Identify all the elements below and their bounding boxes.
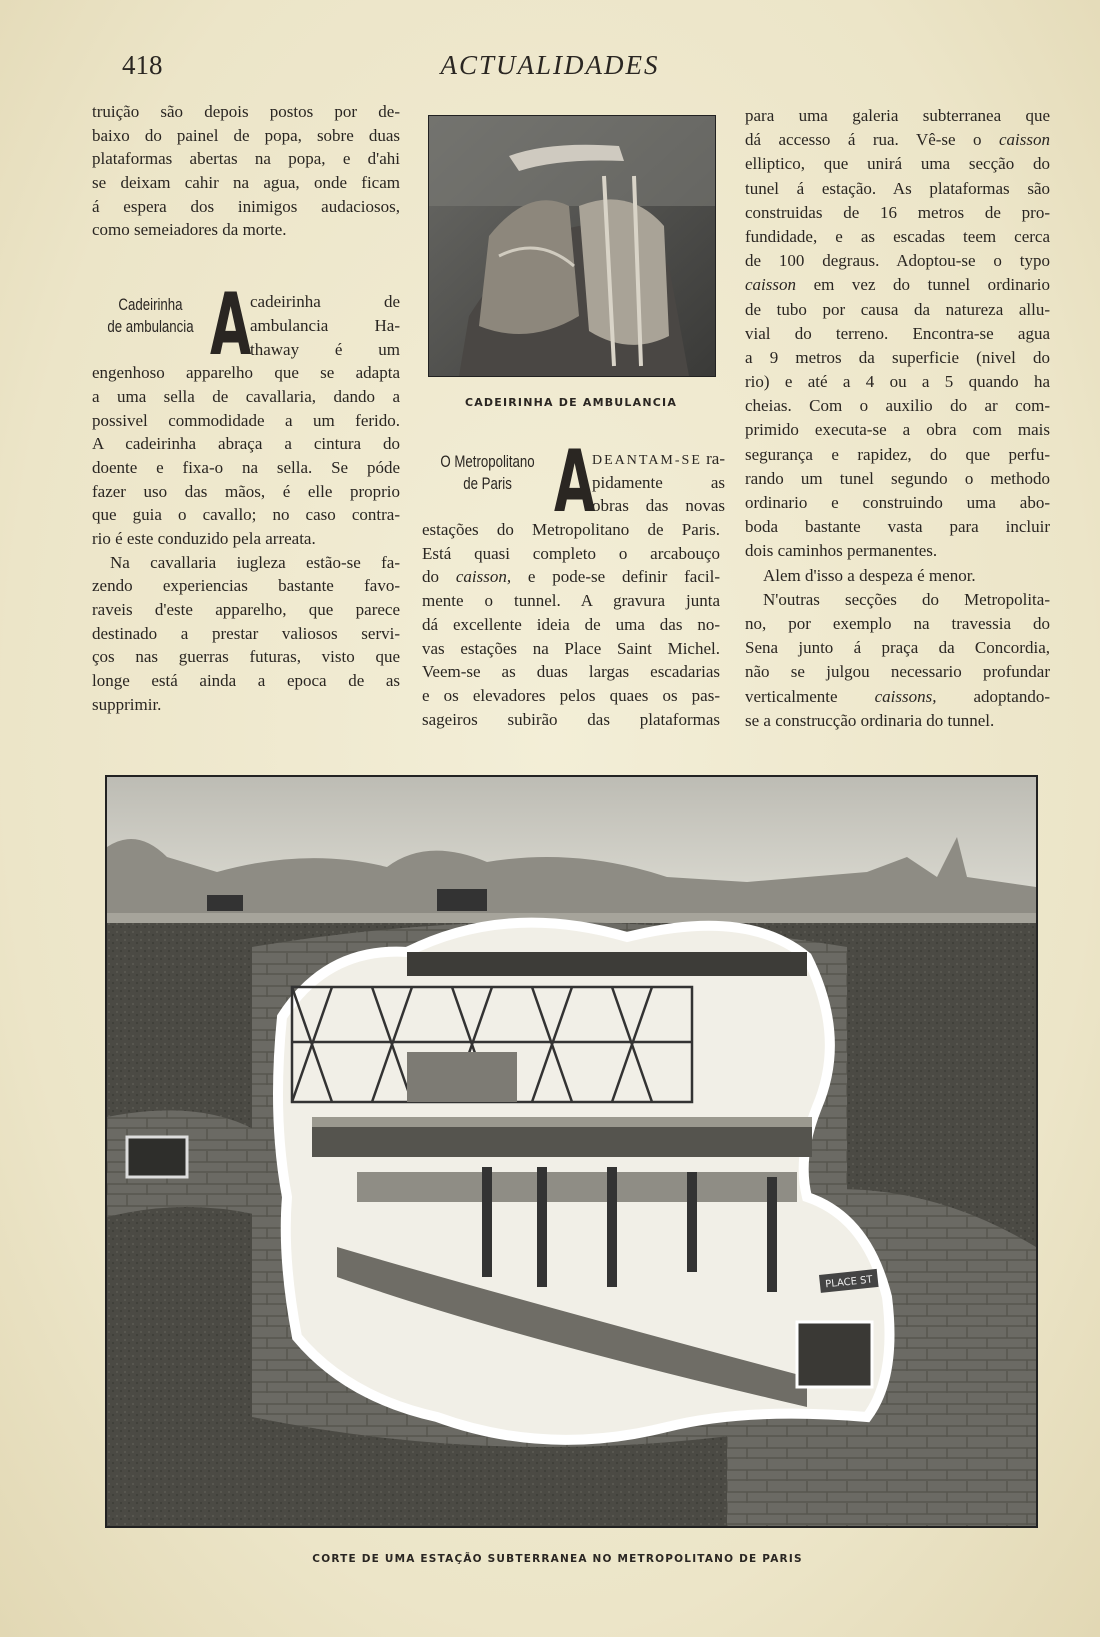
text-segment: e pode-se definir facil-: [511, 567, 721, 587]
text-line: [745, 273, 1050, 297]
drop-cap: A: [210, 275, 252, 376]
text-line: plataformas abertas na popa, e d'ahi: [92, 149, 400, 169]
side-title-line: de ambulancia: [107, 317, 194, 337]
text-line: dois caminhos permanentes.: [745, 541, 938, 561]
column-1: [92, 100, 400, 717]
text-line: para uma galeria subterranea que: [745, 106, 1050, 125]
illustration-caption: CORTE DE UMA ESTAÇÃO SUBTERRANEA NO METROPOLITANO DE PARIS: [312, 1553, 803, 1565]
text-line: estações do Metropolitano de Paris.: [422, 520, 720, 540]
text-line: cheias. Com o auxilio do ar com-: [745, 396, 1050, 416]
text-line: não se julgou necessario profundar: [745, 662, 1050, 682]
side-title: [92, 290, 210, 338]
text-line: longe está ainda a epoca de as: [92, 671, 400, 691]
head-lines: [250, 290, 400, 361]
text-line: Na cavallaria iugleza estão-se fa-: [110, 552, 400, 572]
text-line: ços nas guerras futuras, visto que: [92, 647, 400, 667]
ambulance-chair-photo: [428, 115, 716, 377]
small-caps-opening: DEANTAM-SE: [592, 453, 702, 468]
text-line: [422, 565, 720, 589]
text-line: cadeirinha de: [250, 292, 400, 312]
text-line: que guia o cavallo; no caso contra-: [92, 505, 400, 525]
text-line: e os elevadores pelos quaes os pas-: [422, 685, 720, 705]
station-cross-section-illustration: [105, 775, 1038, 1528]
column-3-body: [745, 104, 1050, 733]
text-segment: ra-: [701, 449, 725, 468]
text-line: engenhoso apparelho que se adapta: [92, 363, 400, 383]
italic-term: caisson,: [455, 567, 512, 587]
text-line: construidas de 16 metros de pro-: [745, 202, 1050, 222]
text-line: rando um tunel segundo o methodo: [745, 468, 1050, 488]
text-line: no, por exemplo na travessia do: [745, 613, 1050, 633]
text-segment: adoptando-: [936, 686, 1050, 706]
text-segment: do: [422, 567, 456, 587]
text-line: a uma sella de cavallaria, dando a: [92, 386, 400, 406]
running-head: ACTUALIDADES: [440, 50, 660, 80]
text-line: rio é este conduzido pela arreata.: [92, 529, 316, 548]
side-title-line: Cadeirinha: [118, 295, 183, 315]
text-line: vas estações na Place Saint Michel.: [422, 638, 720, 658]
text-line: A cadeirinha abraça a cintura do: [92, 434, 400, 454]
text-line: segurança e rapidez, do que perfu-: [745, 444, 1050, 464]
text-line: a 9 metros da superficie (nivel do: [745, 347, 1050, 367]
text-line: rio) e até a 4 ou a 5 quando ha: [745, 372, 1050, 392]
text-line: possivel commodidade a um ferido.: [92, 410, 400, 430]
column-3: [745, 104, 1050, 733]
text-segment: verticalmente: [745, 686, 875, 706]
drop-cap: A: [554, 432, 596, 532]
text-line: primido executa-se a obra com mais: [745, 420, 1050, 440]
text-line: se deixam cahir na agua, onde ficam: [92, 173, 400, 193]
text-line: como semeiadores da morte.: [92, 220, 287, 240]
text-line: fazer uso das mãos, é elle proprio: [92, 481, 400, 501]
text-line: ambulancia Ha-: [250, 315, 400, 335]
side-title-line: O Metropolitano: [440, 452, 535, 471]
text-line: [745, 128, 1050, 152]
text-line: supprimir.: [92, 694, 162, 714]
italic-term: caisson: [999, 130, 1050, 150]
page-number: 418: [122, 50, 163, 80]
text-line: Alem d'isso a despeza é menor.: [763, 565, 976, 585]
text-line: destinado a prestar valiosos servi-: [92, 623, 400, 643]
text-segment: em vez do tunnel ordinario: [796, 275, 1050, 295]
italic-term: caisson: [745, 275, 796, 295]
text-line: [592, 447, 725, 471]
text-line: obras das novas: [592, 496, 725, 516]
text-line: boda bastante vasta para incluir: [745, 517, 1050, 537]
text-line: Veem-se as duas largas escadarias: [422, 662, 720, 682]
text-line: [745, 685, 1050, 709]
head-lines: [592, 447, 725, 518]
column-2: [422, 432, 725, 731]
text-line: dá excellente ideia de uma das no-: [422, 614, 720, 634]
text-line: ordinario e construindo uma abo-: [745, 493, 1050, 512]
text-line: de tubo por causa da natureza allu-: [745, 299, 1050, 319]
photo-caption: CADEIRINHA DE AMBULANCIA: [464, 396, 678, 409]
text-line: Sena junto á praça da Concordia,: [745, 638, 1050, 658]
text-line: truição são depois postos por de-: [92, 102, 400, 121]
sign-text: PLACE ST: [824, 1274, 874, 1291]
text-line: thaway é um: [250, 339, 400, 359]
text-line: tunel á estação. As plataformas são: [745, 178, 1050, 198]
text-line: Está quasi completo o arcabouço: [422, 543, 720, 563]
text-line: baixo do painel de popa, sobre duas: [92, 125, 400, 145]
text-segment: dá accesso á rua. Vê-se o: [745, 130, 999, 150]
text-line: N'outras secções do Metropolita-: [763, 589, 1050, 609]
text-line: vial do terreno. Encontra-se agua: [745, 323, 1050, 343]
text-line: pidamente as: [592, 472, 725, 492]
text-line: sageiros subirão das plataformas: [422, 709, 720, 729]
intro-text: [92, 100, 400, 242]
text-line: se a construcção ordinaria do tunnel.: [745, 710, 995, 730]
section-body: [422, 518, 720, 731]
text-line: doente e fixa-o na sella. Se póde: [92, 457, 400, 477]
text-line: á espera dos inimigos audaciosos,: [92, 196, 400, 216]
text-line: de 100 degraus. Adoptou-se o typo: [745, 251, 1050, 271]
text-line: elliptico, que unirá uma secção do: [745, 154, 1050, 174]
text-line: zendo experiencias bastante favo-: [92, 576, 400, 596]
italic-term: caissons,: [874, 686, 937, 706]
side-title-line: de Paris: [463, 474, 512, 493]
side-title: [422, 447, 554, 495]
text-line: mente o tunnel. A gravura junta: [422, 591, 720, 611]
text-line: fundidade, e as escadas teem cerca: [745, 226, 1050, 246]
text-line: raveis d'este apparelho, que parece: [92, 600, 400, 620]
section-body: [92, 361, 400, 716]
